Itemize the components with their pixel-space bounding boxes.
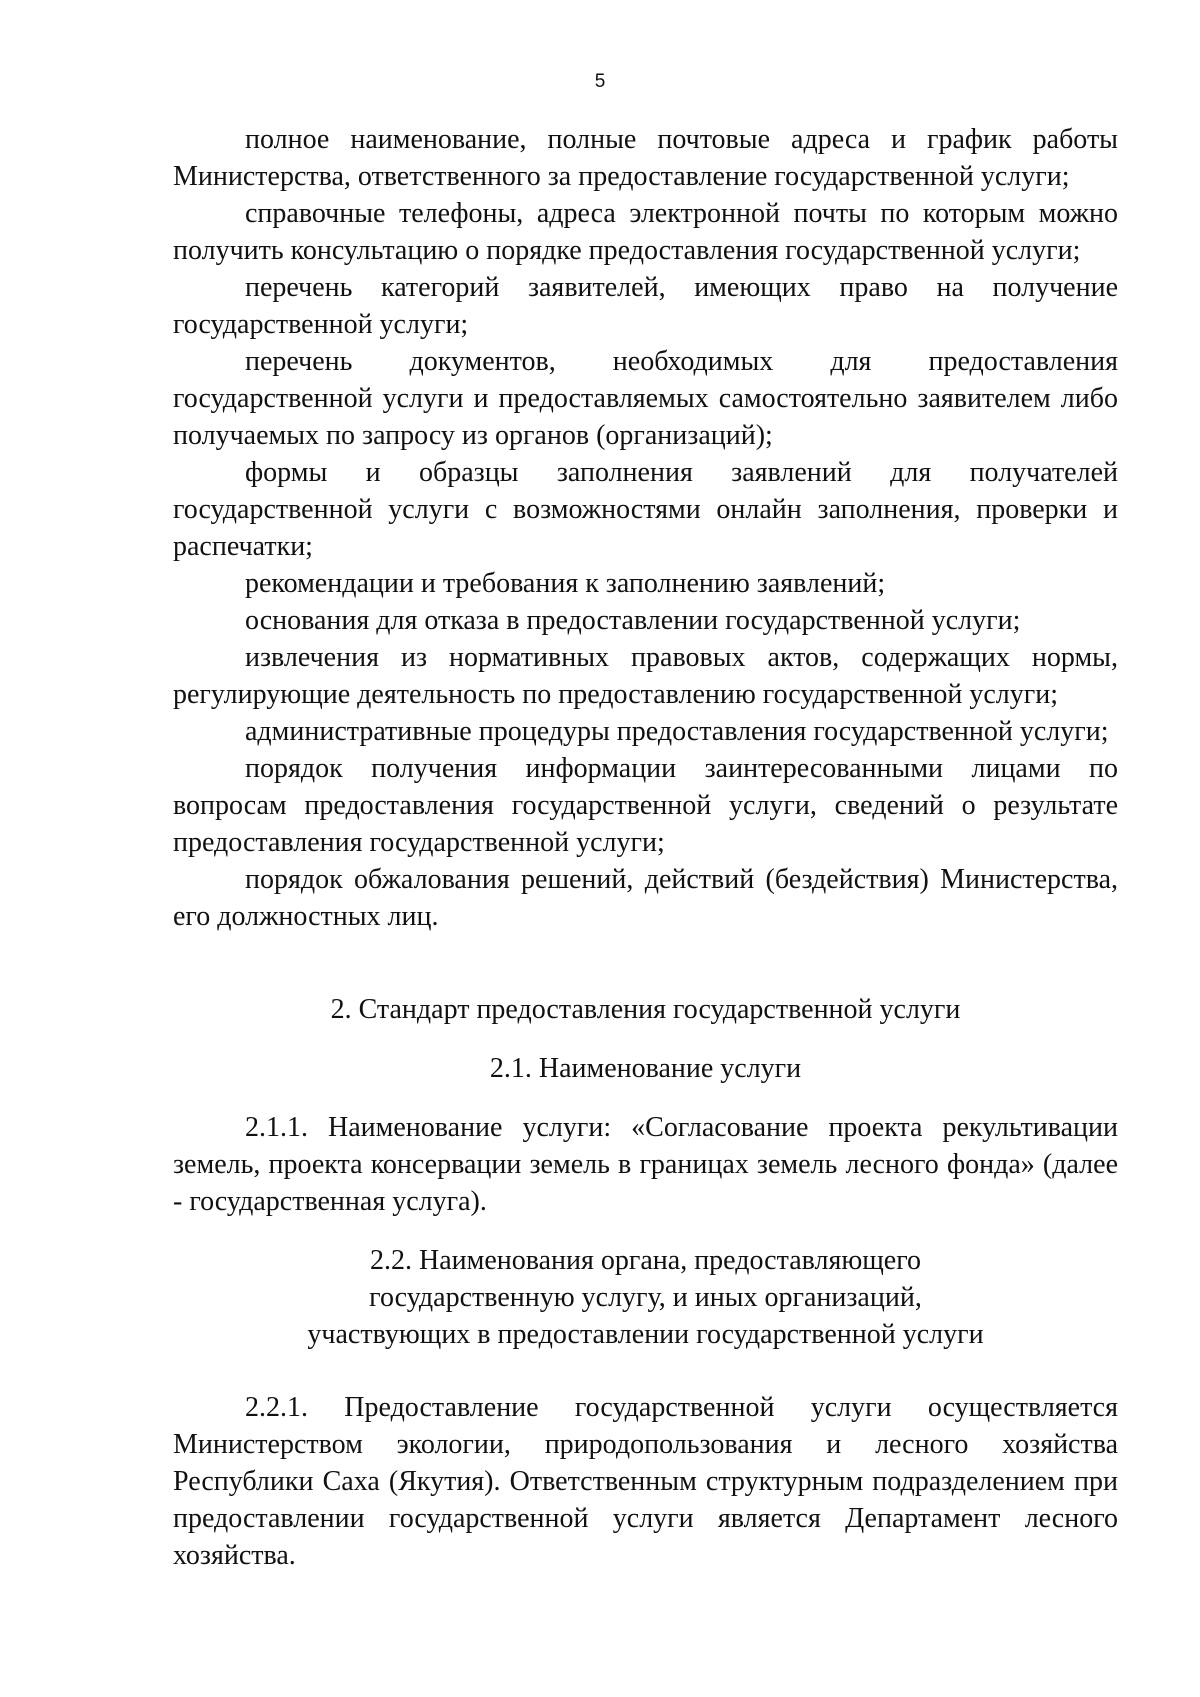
document-body [173, 121, 1118, 1574]
list-item: административные процедуры предоставления государственной услуги; [245, 716, 1109, 747]
list-item: рекомендации и требования к заполнению заявлений; [245, 568, 886, 599]
list-item: полное наименование, полные почтовые адреса и график работы Министерства, ответственного за предоставление государственной услуги; [173, 124, 1118, 192]
list-item: перечень документов, необходимых для предоставления государственной услуги и предоставляемых самостоятельно заявителем либо получаемых по запросу из органов (организаций); [173, 346, 1118, 451]
list-item: порядок получения информации заинтересованными лицами по вопросам предоставления государственной услуги, сведений о результате предоставления государственной услуги; [173, 753, 1118, 858]
list-item: порядок обжалования решений, действий (бездействия) Министерства, его должностных лиц. [173, 864, 1118, 932]
list-item: основания для отказа в предоставлении государственной услуги; [245, 605, 1021, 636]
heading-line: участвующих в предоставлении государственной услуги [307, 1319, 984, 1350]
subsection-heading: 2.1. Наименование услуги [489, 1053, 802, 1084]
provider-paragraph: 2.2.1. Предоставление государственной услуги осуществляется Министерством экологии, природопользования и лесного хозяйства Республики Саха (Якутия). Ответственным структурным подразделением при предоставлении государственной услуги является Департамент лесного хозяйства. [173, 1392, 1118, 1571]
list-item: справочные телефоны, адреса электронной почты по которым можно получить консультацию о порядке предоставления государственной услуги; [173, 198, 1118, 266]
list-item: формы и образцы заполнения заявлений для получателей государственной услуги с возможностями онлайн заполнения, проверки и распечатки; [173, 457, 1118, 562]
service-name-paragraph: 2.1.1. Наименование услуги: «Согласование проекта рекультивации земель, проекта консервации земель в границах земель лесного фонда» (далее - государственная услуга). [173, 1112, 1118, 1217]
list-item: перечень категорий заявителей, имеющих право на получение государственной услуги; [173, 272, 1118, 340]
page-number: 5 [594, 71, 606, 92]
heading-line: 2.2. Наименования органа, предоставляющего [369, 1245, 922, 1276]
subsection-heading [173, 1242, 1118, 1353]
section-heading: 2. Стандарт предоставления государственной услуги [330, 994, 961, 1025]
heading-line: государственную услугу, и иных организаций, [369, 1282, 922, 1313]
list-item: извлечения из нормативных правовых актов, содержащих нормы, регулирующие деятельность по предоставлению государственной услуги; [173, 642, 1118, 710]
